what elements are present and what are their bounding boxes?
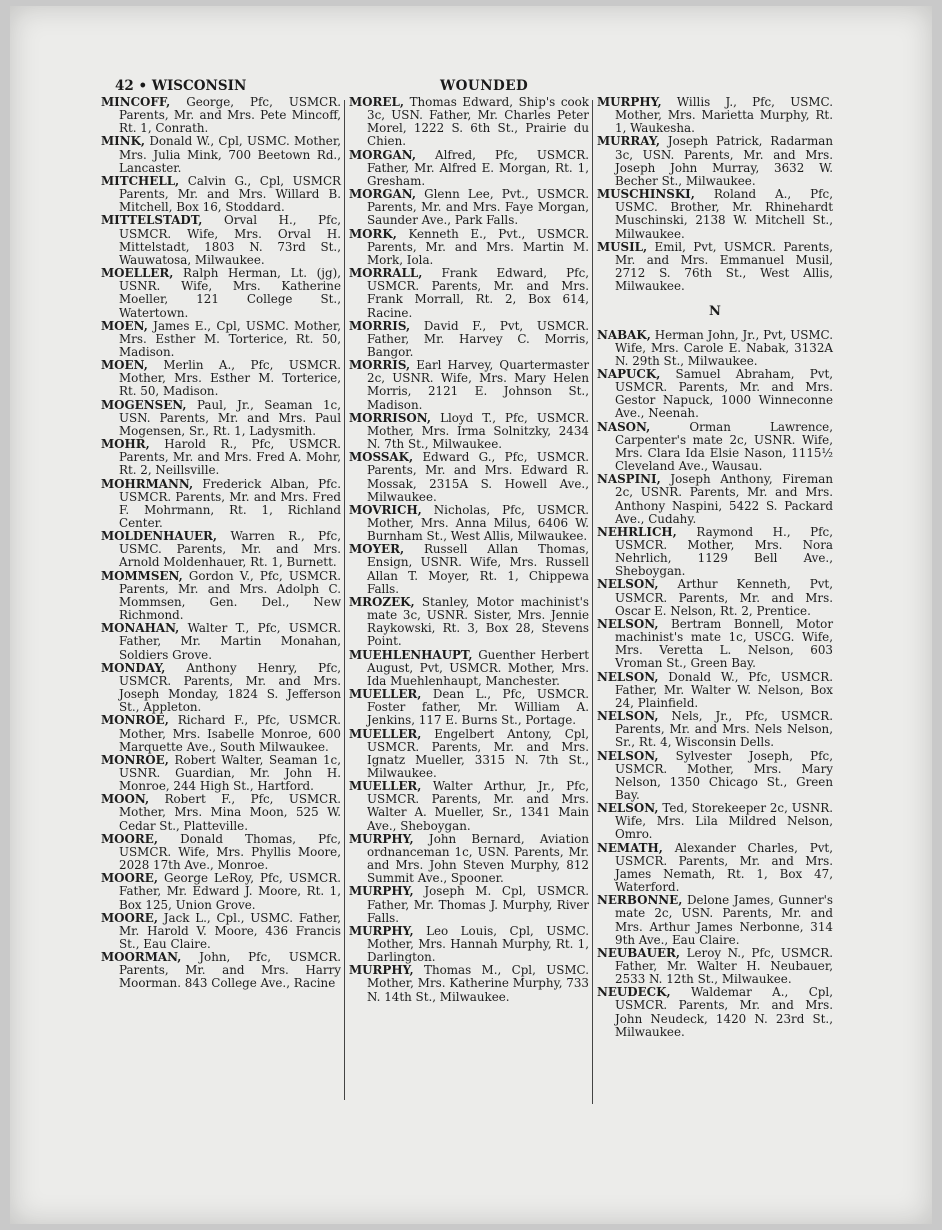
column-divider: [592, 100, 593, 1104]
list-item: [597, 578, 833, 617]
entry-surname: MORRIS,: [349, 358, 411, 373]
entry-surname: MORGAN,: [349, 147, 417, 162]
entry-surname: MUEHLENHAUPT,: [349, 647, 473, 662]
list-item: [597, 96, 833, 135]
list-item: [349, 596, 589, 649]
list-item: [101, 793, 341, 832]
list-item: [597, 802, 833, 841]
list-item: [349, 885, 589, 924]
entry-surname: MUSCHINSKI,: [597, 187, 695, 202]
entry-details: John, Pfc, USMCR. Parents, Mr. and Mrs. Harry Moorman. 843 College Ave., Racine: [119, 950, 341, 991]
entry-details: George, Pfc, USMCR. Parents, Mr. and Mrs. Pete Mincoff, Rt. 1, Conrath.: [119, 95, 341, 136]
entry-surname: NELSON,: [597, 577, 659, 592]
list-item: [101, 833, 341, 872]
entry-details: Robert F., Pfc, USMCR. Mother, Mrs. Mina Moon, 525 W. Cedar St., Platteville.: [119, 792, 342, 833]
entry-details: Orman Lawrence, Carpenter's mate 2c, USNR. Wife, Mrs. Clara Ida Elsie Nason, 1115½ Cleveland Ave., Wausau.: [615, 419, 833, 474]
entry-details: Gordon V., Pfc, USMCR. Parents, Mr. and Mrs. Adolph C. Mommsen, Gen. Del., New Richmond.: [119, 568, 341, 623]
entry-details: Samuel Abraham, Pvt, USMCR. Parents, Mr. and Mrs. Gestor Napuck, 1000 Winneconne Ave., Neenah.: [615, 366, 833, 421]
entry-details: Leroy N., Pfc, USMCR. Father, Mr. Walter H. Neubauer, 2533 N. 12th St., Milwaukee.: [615, 945, 833, 987]
entry-surname: MURPHY,: [349, 884, 414, 899]
entry-details: Alexander Charles, Pvt, USMCR. Parents, Mr. and Mrs. James Nemath, Rt. 1, Box 47, Waterford.: [615, 840, 833, 895]
column-3: [597, 96, 833, 1039]
entry-surname: MOON,: [101, 792, 150, 807]
entry-surname: MROZEK,: [349, 594, 415, 609]
list-item: [597, 241, 833, 294]
entry-surname: NEMATH,: [597, 840, 663, 855]
list-item: [101, 320, 341, 359]
list-item: [349, 188, 589, 227]
entry-surname: MONROE,: [101, 752, 169, 767]
list-item: [597, 188, 833, 241]
entry-details: Calvin G., Cpl, USMCR Parents, Mr. and Mrs. Willard B. Mitchell, Box 16, Stoddard.: [119, 173, 341, 215]
entry-details: Herman John, Jr., Pvt, USMC. Wife, Mrs. Carole E. Nabak, 3132A N. 29th St., Milwaukee.: [615, 327, 834, 368]
entry-surname: MORGAN,: [349, 187, 417, 202]
entry-surname: MITTELSTADT,: [101, 213, 203, 228]
entry-details: Frederick Alban, Pfc. USMCR. Parents, Mr. and Mrs. Fred F. Mohrmann, Rt. 1, Richland Center.: [119, 476, 341, 530]
list-item: [597, 368, 833, 421]
entry-details: Raymond H., Pfc, USMCR. Mother, Mrs. Nora Nehrlich, 1129 Bell Ave., Sheboygan.: [615, 524, 833, 579]
list-item: [349, 359, 589, 412]
list-item: [349, 412, 589, 451]
list-item: [597, 750, 833, 803]
list-item: [101, 96, 341, 135]
entry-surname: MOEN,: [101, 358, 148, 373]
entry-details: Russell Allan Thomas, Ensign, USNR. Wife, Mrs. Russell Allan T. Moyer, Rt. 1, Chippewa Falls.: [367, 542, 590, 596]
list-item: [349, 543, 589, 596]
entry-details: Ted, Storekeeper 2c, USNR. Wife, Mrs. Lila Mildred Nelson, Omro.: [615, 801, 834, 842]
entry-surname: MURRAY,: [597, 134, 661, 149]
entry-surname: NASPINI,: [597, 472, 661, 487]
entry-surname: NELSON,: [597, 709, 659, 724]
list-item: [597, 135, 833, 188]
entry-details: George LeRoy, Pfc, USMCR. Father, Mr. Edward J. Moore, Rt. 1, Box 125, Union Grove.: [119, 871, 342, 912]
entry-surname: MOHR,: [101, 437, 150, 452]
list-item: [101, 714, 341, 753]
column-divider: [344, 100, 345, 1100]
entry-surname: MUELLER,: [349, 779, 422, 794]
entry-details: Edward G., Pfc, USMCR. Parents, Mr. and Mrs. Edward R. Mossak, 2315A S. Howell Ave., Milwaukee.: [367, 450, 590, 504]
entry-surname: MINCOFF,: [101, 95, 171, 109]
entry-details: Anthony Henry, Pfc, USMCR. Parents, Mr. and Mrs. Joseph Monday, 1824 S. Jefferson St., Appleton.: [119, 660, 342, 715]
list-item: [101, 399, 341, 438]
entry-surname: MONROE,: [101, 713, 169, 728]
entry-surname: NELSON,: [597, 669, 659, 684]
section-letter-heading: N: [709, 304, 721, 320]
list-item: [101, 754, 341, 793]
entry-surname: MOELLER,: [101, 266, 174, 281]
entry-details: Thomas M., Cpl, USMC. Mother, Mrs. Katherine Murphy, 733 N. 14th St., Milwaukee.: [367, 963, 589, 1004]
entry-details: Sylvester Joseph, Pfc, USMCR. Mother, Mrs. Mary Nelson, 1350 Chicago St., Green Bay.: [615, 748, 833, 802]
entry-surname: MOORMAN,: [101, 950, 182, 965]
list-item: [101, 267, 341, 320]
entry-details: Harold R., Pfc, USMCR. Parents, Mr. and Mrs. Fred A. Mohr, Rt. 2, Neillsville.: [119, 437, 341, 478]
entry-surname: MOLDENHAUER,: [101, 529, 218, 544]
list-item: [349, 451, 589, 504]
section-title: WOUNDED: [440, 78, 529, 94]
entry-details: Walter Arthur, Jr., Pfc, USMCR. Parents, Mr. and Mrs. Walter A. Mueller, Sr., 1341 Main Ave., Sheboygan.: [367, 779, 590, 833]
entry-surname: MOVRICH,: [349, 502, 422, 517]
entry-surname: MUELLER,: [349, 687, 422, 702]
list-item: [349, 149, 589, 188]
entry-surname: MONDAY,: [101, 660, 166, 675]
entry-surname: MOYER,: [349, 542, 405, 557]
entry-details: Richard F., Pfc, USMCR. Mother, Mrs. Isabelle Monroe, 600 Marquette Ave., South Milwaukee.: [119, 713, 341, 754]
entry-details: Ralph Herman, Lt. (jg), USNR. Wife, Mrs. Katherine Moeller, 121 College St., Watertown.: [119, 266, 342, 320]
entry-details: Joseph Patrick, Radarman 3c, USN. Parents, Mr. and Mrs. Joseph John Murray, 3632 W. Becher St., Milwaukee.: [615, 134, 833, 188]
entry-details: Orval H., Pfc, USMCR. Wife, Mrs. Orval H. Mittelstadt, 1803 N. 73rd St., Wauwatosa, Milwaukee.: [119, 213, 342, 267]
entry-details: Donald Thomas, Pfc, USMCR. Wife, Mrs. Phyllis Moore, 2028 17th Ave., Monroe.: [119, 831, 342, 873]
entry-details: John Bernard, Aviation ordnanceman 1c, USN. Parents, Mr. and Mrs. John Steven Murphy, 812 Summit Ave., Spooner.: [367, 831, 590, 886]
list-item: [349, 649, 589, 688]
entry-details: Frank Edward, Pfc, USMCR. Parents, Mr. and Mrs. Frank Morrall, Rt. 2, Box 614, Racine.: [367, 266, 590, 320]
entry-details: Leo Louis, Cpl, USMC. Mother, Mrs. Hannah Murphy, Rt. 1, Darlington.: [367, 923, 589, 965]
entry-details: Jack L., Cpl., USMC. Father, Mr. Harold V. Moore, 436 Francis St., Eau Claire.: [119, 910, 341, 951]
entry-surname: MORK,: [349, 226, 397, 241]
entry-details: Donald W., Pfc, USMCR. Father, Mr. Walter W. Nelson, Box 24, Plainfield.: [615, 669, 833, 710]
entry-surname: MUELLER,: [349, 726, 422, 741]
entry-details: Nicholas, Pfc, USMCR. Mother, Mrs. Anna Milus, 6406 W. Burnham St., West Allis, Milwaukee.: [367, 502, 590, 544]
list-item: [597, 710, 833, 749]
list-item: [349, 964, 589, 1003]
entry-details: Willis J., Pfc, USMC. Mother, Mrs. Marietta Murphy, Rt. 1, Waukesha.: [615, 95, 833, 136]
list-item: [349, 96, 589, 149]
entry-surname: MINK,: [101, 134, 146, 149]
list-item: [101, 662, 341, 715]
entry-details: Engelbert Antony, Cpl, USMCR. Parents, Mr. and Mrs. Ignatz Mueller, 3315 N. 7th St., Milwaukee.: [367, 726, 590, 780]
entry-surname: MURPHY,: [349, 923, 414, 938]
entry-details: Roland A., Pfc, USMC. Brother, Mr. Rhinehardt Muschinski, 2138 W. Mitchell St., Milwaukee.: [615, 187, 833, 241]
column-2: [349, 96, 589, 1004]
list-item: [597, 618, 833, 671]
entry-details: Donald W., Cpl, USMC. Mother, Mrs. Julia Mink, 700 Beetown Rd., Lancaster.: [119, 134, 341, 175]
list-item: [597, 671, 833, 710]
entry-details: Kenneth E., Pvt., USMCR. Parents, Mr. and Mrs. Martin M. Mork, Iola.: [367, 226, 589, 267]
entry-surname: MOSSAK,: [349, 450, 414, 465]
entry-details: Glenn Lee, Pvt., USMCR. Parents, Mr. and Mrs. Faye Morgan, Saunder Ave., Park Falls.: [367, 187, 589, 228]
list-item: [349, 504, 589, 543]
list-item: [597, 894, 833, 947]
entry-surname: MURPHY,: [597, 95, 662, 109]
entry-surname: MORRALL,: [349, 266, 423, 281]
entry-details: Walter T., Pfc, USMCR. Father, Mr. Martin Monahan, Soldiers Grove.: [119, 621, 341, 662]
list-item: [101, 530, 341, 569]
entry-details: Thomas Edward, Ship's cook 3c, USN. Father, Mr. Charles Peter Morel, 1222 S. 6th St., Prairie du Chien.: [367, 95, 589, 149]
entry-details: Nels, Jr., Pfc, USMCR. Parents, Mr. and Mrs. Nels Nelson, Sr., Rt. 4, Wisconsin Dells.: [615, 709, 834, 750]
list-item: [349, 925, 589, 964]
list-item: [349, 228, 589, 267]
list-item: [597, 329, 833, 368]
entry-surname: MORRISON,: [349, 410, 432, 425]
entry-surname: MOORE,: [101, 871, 158, 886]
entry-details: Stanley, Motor machinist's mate 3c, USNR. Sister, Mrs. Jennie Raykowski, Rt. 3, Box 28, Stevens Point.: [367, 594, 589, 649]
page-number-state: 42 • WISCONSIN: [115, 78, 247, 94]
entry-details: Joseph M. Cpl, USMCR. Father, Mr. Thomas J. Murphy, River Falls.: [367, 884, 589, 925]
entry-surname: MOGENSEN,: [101, 397, 187, 412]
entry-surname: NELSON,: [597, 801, 659, 816]
entry-surname: NELSON,: [597, 616, 659, 631]
list-item: [101, 478, 341, 531]
entry-surname: MOMMSEN,: [101, 568, 183, 583]
entry-surname: MOORE,: [101, 831, 158, 846]
entry-surname: NERBONNE,: [597, 893, 683, 908]
list-item: [101, 912, 341, 951]
entry-surname: MURPHY,: [349, 831, 414, 846]
entry-details: James E., Cpl, USMC. Mother, Mrs. Esther M. Torterice, Rt. 50, Madison.: [119, 318, 342, 359]
entry-surname: NAPUCK,: [597, 366, 661, 381]
list-item: [349, 688, 589, 727]
list-item: [101, 214, 341, 267]
entry-surname: MUSIL,: [597, 239, 648, 254]
entry-details: Robert Walter, Seaman 1c, USNR. Guardian, Mr. John H. Monroe, 244 High St., Hartford.: [119, 752, 342, 794]
entry-surname: MOEN,: [101, 318, 148, 333]
list-item: [349, 267, 589, 320]
entry-surname: NASON,: [597, 419, 651, 434]
entry-surname: NEUDECK,: [597, 985, 671, 1000]
entry-details: Warren R., Pfc, USMC. Parents, Mr. and Mrs. Arnold Moldenhauer, Rt. 1, Burnett.: [119, 529, 341, 570]
entry-details: Emil, Pvt, USMCR. Parents, Mr. and Mrs. Emmanuel Musil, 2712 S. 76th St., West Allis, Milwaukee.: [615, 239, 833, 294]
entry-surname: MONAHAN,: [101, 621, 180, 636]
list-item: [349, 833, 589, 886]
list-item: [101, 135, 341, 174]
list-item: [349, 780, 589, 833]
entry-surname: MITCHELL,: [101, 173, 180, 188]
list-item: [597, 473, 833, 526]
list-item: [597, 986, 833, 1039]
entry-surname: NEUBAUER,: [597, 945, 681, 960]
entry-details: Alfred, Pfc, USMCR. Father, Mr. Alfred E. Morgan, Rt. 1, Gresham.: [367, 147, 589, 188]
entry-details: Paul, Jr., Seaman 1c, USN. Parents, Mr. and Mrs. Paul Mogensen, Sr., Rt. 1, Ladysmith.: [119, 397, 341, 438]
list-item: [597, 947, 833, 986]
list-item: [101, 951, 341, 990]
entry-surname: MOORE,: [101, 910, 158, 925]
entry-details: Joseph Anthony, Fireman 2c, USNR. Parents, Mr. and Mrs. Anthony Naspini, 5422 S. Packard Ave., Cudahy.: [615, 472, 833, 526]
entry-details: Earl Harvey, Quartermaster 2c, USNR. Wife, Mrs. Mary Helen Morris, 2121 E. Johnson St., Madison.: [367, 358, 589, 412]
list-item: [597, 842, 833, 895]
entry-surname: MOHRMANN,: [101, 476, 194, 491]
entry-surname: NELSON,: [597, 748, 659, 763]
entry-details: Delone James, Gunner's mate 2c, USN. Parents, Mr. and Mrs. Arthur James Nerbonne, 314 9th Ave., Eau Claire.: [615, 893, 833, 947]
entry-surname: MURPHY,: [349, 963, 414, 978]
entry-details: Lloyd T., Pfc, USMCR. Mother, Mrs. Irma Solnitzky, 2434 N. 7th St., Milwaukee.: [367, 410, 590, 452]
entry-surname: NABAK,: [597, 327, 651, 342]
list-item: [597, 421, 833, 474]
list-item: [101, 872, 341, 911]
entry-surname: NEHRLICH,: [597, 524, 677, 539]
entry-details: David F., Pvt, USMCR. Father, Mr. Harvey C. Morris, Bangor.: [367, 318, 589, 359]
list-item: [101, 175, 341, 214]
list-item: [349, 320, 589, 359]
entry-details: Arthur Kenneth, Pvt, USMCR. Parents, Mr. and Mrs. Oscar E. Nelson, Rt. 2, Prentice.: [615, 577, 833, 618]
entry-details: Guenther Herbert August, Pvt, USMCR. Mother, Mrs. Ida Muehlenhaupt, Manchester.: [367, 647, 589, 688]
list-item: [101, 570, 341, 623]
entry-surname: MORRIS,: [349, 318, 411, 333]
entry-details: Dean L., Pfc, USMCR. Foster father, Mr. William A. Jenkins, 117 E. Burns St., Portage.: [367, 687, 589, 728]
column-1: [101, 96, 341, 991]
list-item: [101, 622, 341, 661]
list-item: [349, 728, 589, 781]
entry-details: Bertram Bonnell, Motor machinist's mate 1c, USCG. Wife, Mrs. Veretta L. Nelson, 603 Vroman St., Green Bay.: [615, 616, 834, 671]
list-item: [101, 438, 341, 477]
list-item: [597, 526, 833, 579]
list-item: [101, 359, 341, 398]
entry-details: Merlin A., Pfc, USMCR. Mother, Mrs. Esther M. Torterice, Rt. 50, Madison.: [119, 358, 341, 399]
entry-surname: MOREL,: [349, 95, 404, 109]
entry-details: Waldemar A., Cpl, USMCR. Parents, Mr. and Mrs. John Neudeck, 1420 N. 23rd St., Milwaukee.: [615, 985, 833, 1039]
